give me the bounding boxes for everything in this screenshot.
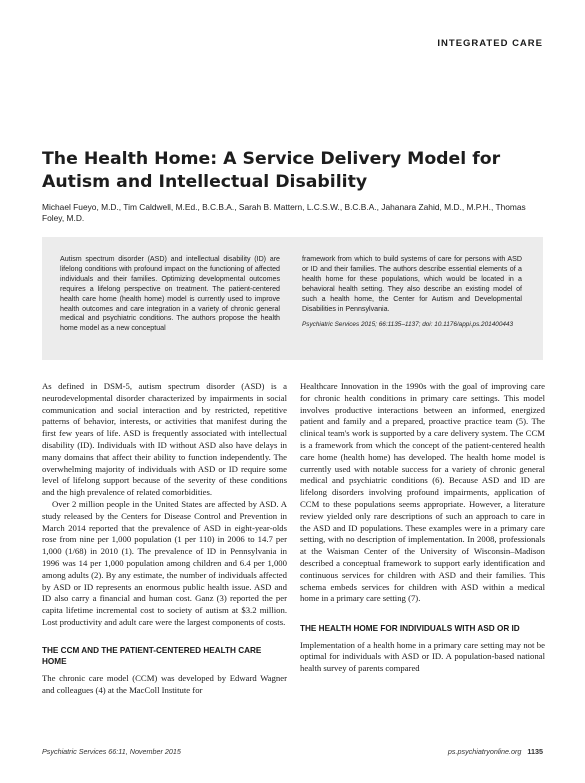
footer-url: ps.psychiatryonline.org <box>447 747 522 756</box>
author-list: Michael Fueyo, M.D., Tim Caldwell, M.Ed., B.C.B.A., Sarah B. Mattern, L.C.S.W., B.C.B.A., Jahanara Zahid, M.D., M.P.H., Thomas Foley, M.D. <box>42 202 526 223</box>
section-heading: THE HEALTH HOME FOR INDIVIDUALS WITH ASD OR ID <box>300 624 520 634</box>
body-paragraph: As defined in DSM-5, autism spectrum disorder (ASD) is a neurodevelopmental disorder characterized by impairments in social communication and social interaction and by restricted, repetitive patterns of behavior, interests, or activities that manifest during the first few years of life. ASD is frequently associated with intellectual disability (ID). Individuals with ID without ASD also have delays in many domains that affect their ability to function independently. The overwhelming majority of individuals with ASD or ID require some level of lifelong support because of the severity of these conditions and the high prevalence of related comorbidities. <box>42 381 287 498</box>
abstract-box <box>42 237 543 360</box>
abstract-left-column <box>60 255 280 334</box>
citation: Psychiatric Services 2015; 66:1135–1137; doi: 10.1176/appi.ps.201400443 <box>302 321 514 329</box>
section-label: INTEGRATED CARE <box>437 38 543 49</box>
body-paragraph: Over 2 million people in the United States are affected by ASD. A study released by the Centers for Disease Control and Prevention in March 2014 reported that the prevalence of ASD in eight-year-olds rose from nine per 1,000 population (1 per 110) in 2006 to 14.7 per 1,000 (1/68) in 2010 (1). The prevalence of ID in Pennsylvania in 1996 was 14 per 1,000 population among children and 6.4 per 1,000 among adults (2). By any estimate, the number of individuals affected by ASD or ID represents an enormous public health issue. ASD and ID also carry a financial and human cost. Ganz (3) reported the per capita lifetime incremental cost to society of autism at $3.2 million. Lost productivity and adult care were the largest components of costs. <box>42 498 287 627</box>
article-title: The Health Home: A Service Delivery Model for Autism and Intellectual Disability <box>42 149 501 192</box>
page-number: 1135 <box>527 747 543 756</box>
body-left-column <box>42 381 287 696</box>
body-paragraph: Implementation of a health home in a primary care setting may not be optimal for individuals with ASD or ID. A population-based national health survey of parents compared <box>300 639 545 674</box>
abstract-right-column <box>302 255 522 330</box>
body-paragraph: The chronic care model (CCM) was developed by Edward Wagner and colleagues (4) at the MacColl Institute for <box>42 672 287 695</box>
abstract-text-right: framework from which to build systems of care for persons with ASD or ID and their families. The authors describe essential elements of a health home for these populations, which would be located in a behavioral health setting. They also describe an existing model of such a health home, the Center for Autism and Developmental Disabilities in Pennsylvania. <box>302 255 522 313</box>
body-right-column <box>300 381 545 675</box>
body-paragraph: Healthcare Innovation in the 1990s with the goal of improving care for chronic health conditions in primary care settings. This model involves productive interactions between an informed, energized patient and family and a prepared, proactive practice team (5). The clinical team's work is supported by a care delivery system. The CCM is a framework from which the concept of the patient-centered health care home (health home) has developed. The health home model is currently used with notable success for a variety of chronic general medical and psychiatric conditions (6). Because ASD and ID are lifelong disorders involving profound impairments, application of CCM to these populations seems appropriate. However, a literature review yielded only rare descriptions of such an approach to care in the ASD and ID populations. These examples were in a primary care setting, with no description of implementation. In 2008, professionals at the Waisman Center of the University of Wisconsin–Madison described a conceptual framework to support early identification and continuous services for children with ASD and their families. This schema embeds services for children with ASD within a medical home in a primary care setting (7). <box>300 381 545 604</box>
section-heading: THE CCM AND THE PATIENT-CENTERED HEALTH CARE HOME <box>42 645 262 667</box>
footer-right <box>448 747 543 756</box>
footer-journal: Psychiatric Services 66:11, November 2015 <box>42 747 181 756</box>
abstract-text-left: Autism spectrum disorder (ASD) and intellectual disability (ID) are lifelong conditions with profound impact on the functioning of affected individuals and their families. Optimizing developmental outcomes requires a lifelong perspective on treatment. The patient-centered health care home (health home) model is currently used to improve health outcomes and care integration in a variety of chronic general medical and psychiatric conditions. The authors propose the health home model as a new conceptual <box>60 255 280 333</box>
